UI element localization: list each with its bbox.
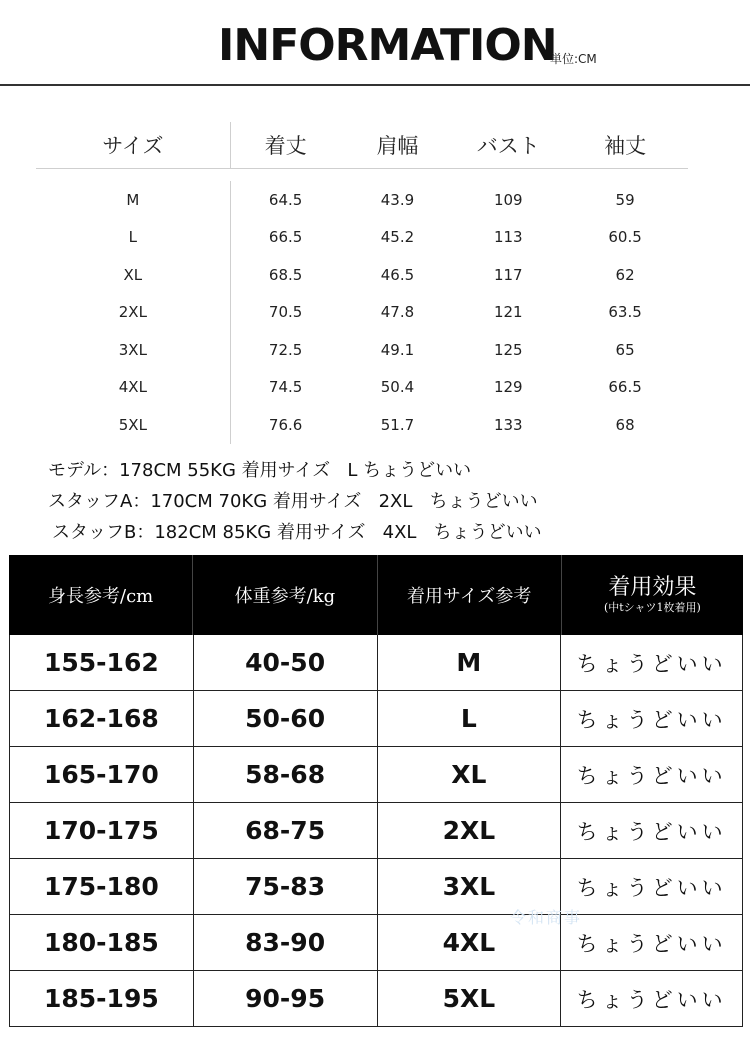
bust-cell: 117 [493, 265, 523, 284]
size-cell: 2XL [36, 294, 231, 332]
table-row [36, 331, 688, 369]
size-cell: 5XL [36, 406, 231, 444]
size-cell: XL [36, 256, 231, 294]
shoulder-cell: 43.9 [380, 190, 415, 209]
header-size: サイズ [36, 122, 231, 168]
weight-cell: 90-95 [194, 971, 378, 1026]
table-row [9, 915, 743, 971]
table-row [9, 635, 743, 691]
bust-cell: 133 [493, 415, 523, 434]
bust-cell: 109 [493, 190, 523, 209]
effect-cell: ちょうどいい [561, 803, 743, 858]
fit-size-cell: 3XL [378, 859, 562, 914]
table-row [9, 803, 743, 859]
height-cell: 155-162 [10, 635, 194, 690]
header-effect [562, 555, 743, 635]
model-note: モデル：178CM 55KG 着用サイズ L ちょうどいい [48, 460, 472, 481]
shoulder-cell: 51.7 [380, 415, 415, 434]
sleeve-cell: 59 [615, 190, 635, 209]
bust-cell: 113 [493, 228, 523, 247]
weight-cell: 83-90 [194, 915, 378, 970]
fit-table [9, 555, 743, 1027]
effect-cell: ちょうどいい [561, 915, 743, 970]
shoulder-cell: 46.5 [380, 265, 415, 284]
length-cell: 70.5 [268, 303, 303, 322]
header-height: 身長参考/cm [9, 555, 193, 635]
sleeve-cell: 62 [615, 265, 635, 284]
table-row [9, 859, 743, 915]
size-cell: L [36, 219, 231, 257]
table-row [36, 294, 688, 332]
header-effect-subtitle: (中tシャツ1枚着用) [603, 601, 701, 614]
effect-cell: ちょうどいい [561, 859, 743, 914]
table-row [36, 369, 688, 407]
height-cell: 165-170 [10, 747, 194, 802]
size-cell: M [36, 181, 231, 219]
size-table-header [36, 122, 688, 169]
header-fit-size: 着用サイズ参考 [378, 555, 562, 635]
size-table [36, 122, 688, 444]
effect-cell: ちょうどいい [561, 635, 743, 690]
fit-size-cell: 4XL [378, 915, 562, 970]
length-cell: 76.6 [268, 415, 303, 434]
shoulder-cell: 49.1 [380, 340, 415, 359]
bust-cell: 125 [493, 340, 523, 359]
staff-a-note: スタッフA：170CM 70KG 着用サイズ 2XL ちょうどいい [48, 491, 538, 512]
fit-size-cell: 2XL [378, 803, 562, 858]
fit-size-cell: 5XL [378, 971, 562, 1026]
height-cell: 175-180 [10, 859, 194, 914]
fit-table-header [9, 555, 743, 635]
table-row [9, 691, 743, 747]
fit-size-cell: M [378, 635, 562, 690]
table-row [36, 181, 688, 219]
fit-size-cell: L [378, 691, 562, 746]
header [0, 0, 750, 88]
weight-cell: 58-68 [194, 747, 378, 802]
staff-b-note: スタッフB：182CM 85KG 着用サイズ 4XL ちょうどいい [52, 522, 542, 543]
header-weight: 体重参考/kg [193, 555, 377, 635]
model-notes [48, 455, 542, 548]
header-length: 着丈 [264, 134, 307, 158]
sleeve-cell: 65 [615, 340, 635, 359]
table-row [36, 219, 688, 257]
height-cell: 170-175 [10, 803, 194, 858]
weight-cell: 40-50 [194, 635, 378, 690]
weight-cell: 75-83 [194, 859, 378, 914]
shoulder-cell: 47.8 [380, 303, 415, 322]
table-row [36, 256, 688, 294]
fit-size-cell: XL [378, 747, 562, 802]
header-bust: バスト [476, 134, 540, 158]
unit-label: 単位:CM [550, 52, 597, 66]
length-cell: 64.5 [268, 190, 303, 209]
sleeve-cell: 60.5 [608, 228, 642, 247]
sleeve-cell: 63.5 [608, 303, 642, 322]
header-shoulder: 肩幅 [376, 134, 419, 158]
bust-cell: 121 [493, 303, 523, 322]
table-row [9, 747, 743, 803]
shoulder-cell: 45.2 [380, 228, 415, 247]
size-cell: 4XL [36, 369, 231, 407]
weight-cell: 68-75 [194, 803, 378, 858]
length-cell: 66.5 [268, 228, 303, 247]
shoulder-cell: 50.4 [380, 378, 415, 397]
effect-cell: ちょうどいい [561, 691, 743, 746]
header-sleeve: 袖丈 [604, 134, 647, 158]
height-cell: 185-195 [10, 971, 194, 1026]
size-cell: 3XL [36, 331, 231, 369]
length-cell: 72.5 [268, 340, 303, 359]
watermark: 令和商事 [510, 908, 583, 927]
effect-cell: ちょうどいい [561, 747, 743, 802]
page-title: INFORMATION [218, 20, 557, 71]
effect-cell: ちょうどいい [561, 971, 743, 1026]
sleeve-cell: 68 [615, 415, 635, 434]
height-cell: 180-185 [10, 915, 194, 970]
header-divider [0, 84, 750, 86]
table-row [36, 406, 688, 444]
bust-cell: 129 [493, 378, 523, 397]
sleeve-cell: 66.5 [608, 378, 642, 397]
length-cell: 74.5 [268, 378, 303, 397]
header-effect-title: 着用効果 [608, 575, 697, 600]
table-row [9, 971, 743, 1027]
size-table-body [36, 169, 688, 444]
length-cell: 68.5 [268, 265, 303, 284]
height-cell: 162-168 [10, 691, 194, 746]
weight-cell: 50-60 [194, 691, 378, 746]
